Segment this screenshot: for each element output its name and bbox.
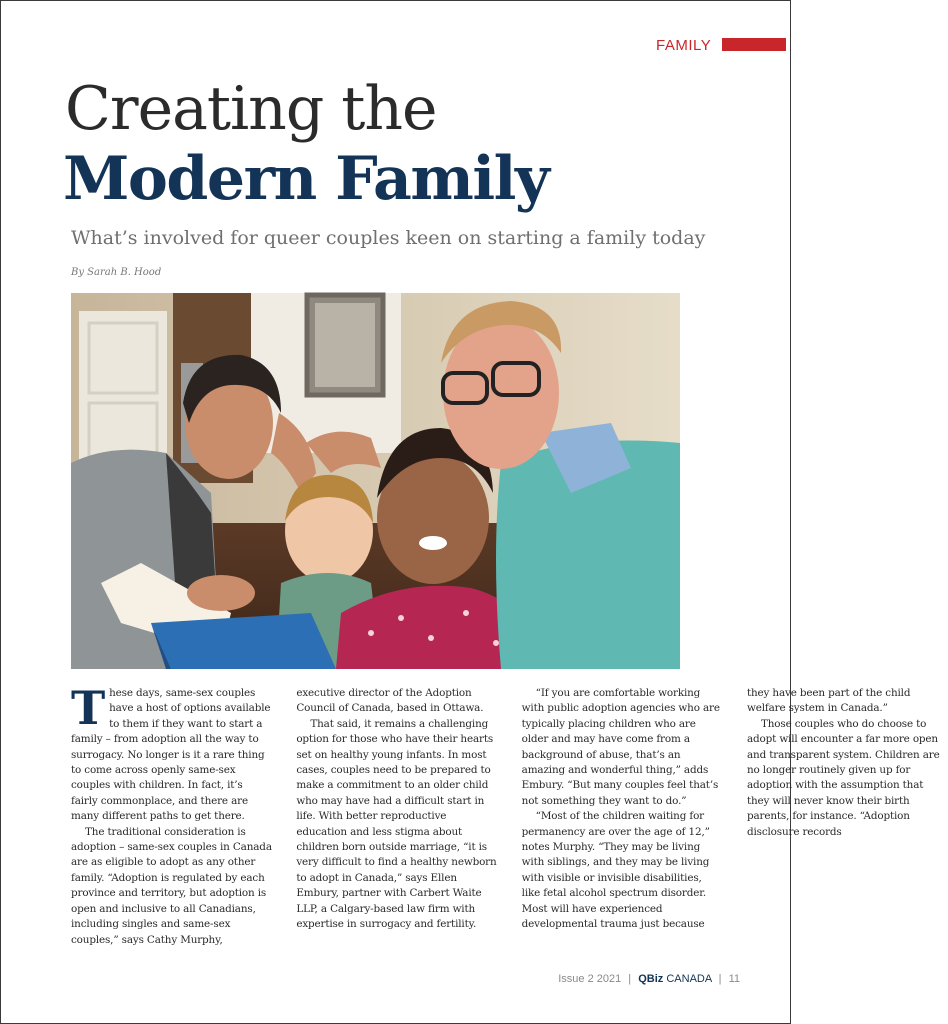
subheadline: What’s involved for queer couples keen on starting a family today (71, 227, 706, 249)
footer-divider: | (628, 973, 632, 985)
paragraph-5: “Most of the children waiting for permanency are over the age of 12,” notes Murphy. “They may be living with siblings, and they may be living with visible or invisible disabilities, like fetal alcohol spectrum disorder. Most will have experienced developmental trauma just because they have been part of the child welfare system in Canada.” (521, 687, 911, 931)
article-body (71, 681, 940, 956)
issue-label: Issue 2 (558, 973, 594, 985)
headline-line-1: Creating the (65, 74, 437, 144)
paragraph-1 (71, 681, 272, 825)
paragraph-2: The traditional consideration is adoption – same-sex couples in Canada are as eligible to adopt as any other family. “Adoption is regulated by each province and territory, but adoption is open and inclusive to all Canadians, including singles and same-sex couples,” says Cathy Murphy, executive director of the Adoption Council of Canada, based in Ottawa. (71, 687, 484, 946)
year-label: 2021 (596, 973, 622, 985)
paragraph-3: That said, it remains a challenging option for those who have their hearts set on healthy young infants. In most cases, couples need to be prepared to make a commitment to an older child who may have had a difficult start in life. With better reproductive education and less stigma about children born outside marriage, “it is very difficult to find a healthy newborn to adopt in Canada,” says Ellen Embury, partner with Carbert Waite LLP, a Calgary-based law firm with expertise in surrogacy and fertility. (296, 717, 497, 931)
family-photo-icon (71, 293, 680, 669)
section-label: FAMILY (656, 37, 712, 54)
headline-line-2: Modern Family (63, 144, 549, 214)
paragraph-4: “If you are comfortable working with public adoption agencies who are typically placing children who are older and may have come from a background of abuse, that’s an amazing and wonderful thing,” adds Embury. “But many couples feel that’s not something they want to do.” (521, 687, 720, 807)
paragraph-1-text: hese days, same-sex couples have a host of options available to them if they want to start a family – from adoption all the way to surrogacy. No longer is it a rare thing to come across openly same-sex couples with children. In fact, it’s fairly commonplace, and there are many different paths to get there. (71, 687, 271, 823)
section-accent-bar (722, 38, 786, 51)
paragraph-6: Those couples who do choose to adopt will encounter a far more open and transparent system. Children are no longer routinely given up for adoption with the assumption that they will never know their birth parents, for instance. “Adoption disclosure records (746, 717, 940, 838)
byline: By Sarah B. Hood (71, 267, 162, 278)
brand-name: QBiz (638, 973, 664, 985)
family-photo (71, 293, 680, 669)
footer-divider: | (718, 973, 722, 985)
brand-suffix: CANADA (666, 973, 712, 985)
page-number: 11 (728, 973, 740, 985)
page-footer (558, 973, 740, 985)
drop-cap: T (71, 681, 106, 735)
